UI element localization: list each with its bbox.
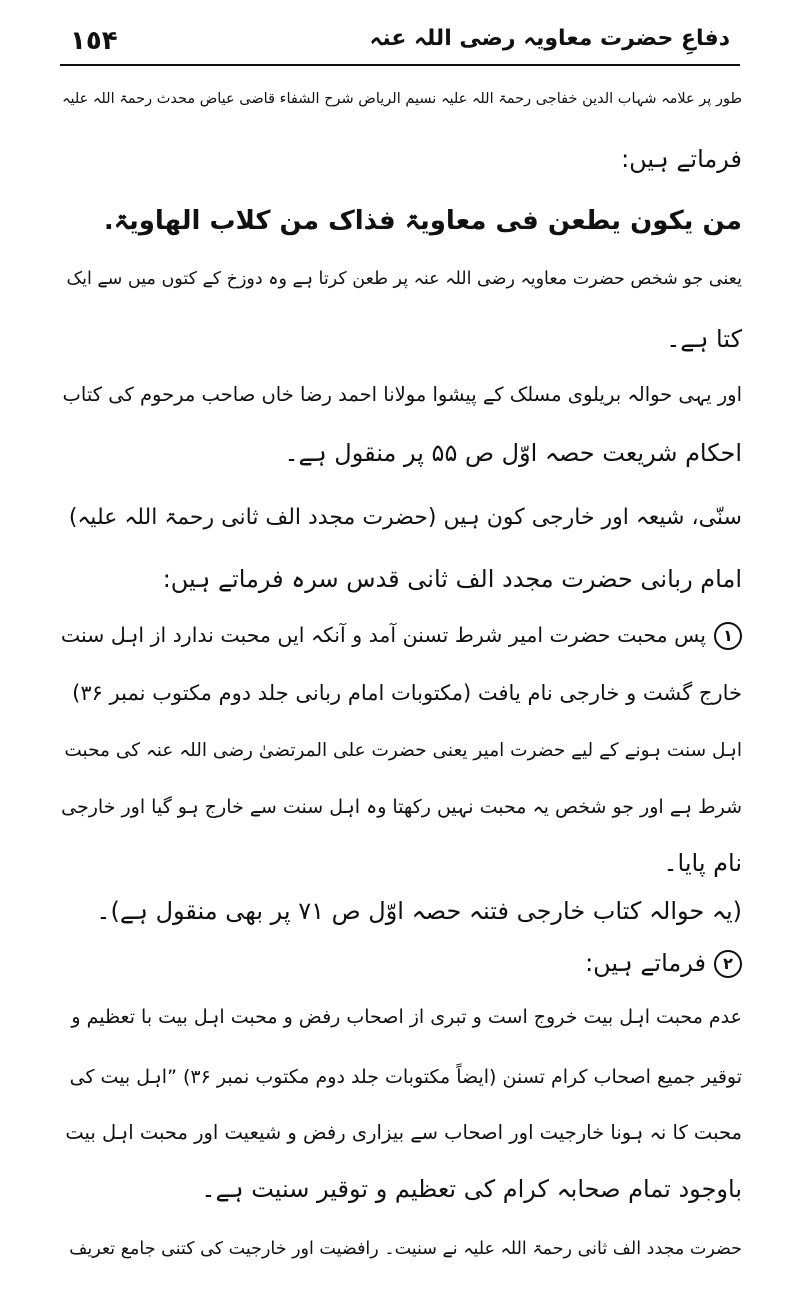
point-1-marker: ۱ [714, 622, 742, 650]
text-line-6: اور یہی حوالہ بریلوی مسلک کے پیشوا مولانا احمد رضا خاں صاحب مرحوم کی کتاب [62, 383, 742, 406]
point-1-line [61, 618, 742, 652]
text-line-14: نام پایا۔ [663, 849, 742, 877]
text-line-5: کتا ہے۔ [666, 325, 742, 353]
point-2-line [585, 946, 742, 980]
text-line-4: یعنی جو شخص حضرت معاویہ رضی اللہ عنہ پر طعن کرتا ہے وہ دوزخ کے کتوں میں سے ایک [66, 269, 742, 289]
text-line-1: طور پر علامہ شہاب الدین خفاجی رحمۃ اللہ علیہ نسیم الریاض شرح الشفاء قاضی عیاض محدث رحمۃ اللہ علیہ [61, 91, 742, 107]
page-number: ١٥۴ [70, 26, 118, 56]
point-1-text: پس محبت حضرت امیر شرط تسنن آمد و آنکہ ایں محبت ندارد از اہل سنت [60, 623, 706, 647]
arabic-quote: من یکون یطعن فی معاویۃ فذاک من کلاب الھاویۃ. [103, 206, 742, 236]
page-header [60, 22, 730, 62]
text-line-11: خارج گشت و خارجی نام یافت (مکتوبات امام ربانی جلد دوم مکتوب نمبر ۳۶) [72, 681, 742, 705]
text-line-2: فرماتے ہیں: [621, 145, 742, 173]
point-2-marker: ۲ [714, 950, 742, 978]
text-line-15: (یہ حوالہ کتاب خارجی فتنہ حصہ اوّل ص ۷۱ پر بھی منقول ہے)۔ [96, 897, 742, 925]
text-line-12: اہل سنت ہونے کے لیے حضرت امیر یعنی حضرت علی المرتضیٰ رضی اللہ عنہ کی محبت [64, 740, 742, 761]
header-rule [60, 64, 740, 66]
text-line-19: محبت کا نہ ہونا خارجیت اور اصحاب سے بیزاری رفض و شیعیت اور محبت اہل بیت [65, 1121, 742, 1144]
text-line-21: حضرت مجدد الف ثانی رحمۃ اللہ علیہ نے سنیت۔ رافضیت اور خارجیت کی کتنی جامع تعریف [69, 1239, 742, 1259]
text-line-20: باوجود تمام صحابہ کرام کی تعظیم و توقیر سنیت ہے۔ [201, 1175, 742, 1203]
point-2-text: فرماتے ہیں: [585, 949, 706, 977]
text-line-13: شرط ہے اور جو شخص یہ محبت نہیں رکھتا وہ اہل سنت سے خارج ہو گیا اور خارجی [61, 796, 742, 818]
section-heading: سنّی، شیعہ اور خارجی کون ہیں (حضرت مجدد الف ثانی رحمۃ اللہ علیہ) [68, 505, 742, 530]
text-line-9: امام ربانی حضرت مجدد الف ثانی قدس سرہ فرماتے ہیں: [162, 565, 742, 593]
text-line-18: توقیر جمیع اصحاب کرام تسنن (ایضاً مکتوبات جلد دوم مکتوب نمبر ۳۶) ”اہل بیت کی [69, 1066, 742, 1088]
text-line-17: عدم محبت اہل بیت خروج است و تبری از اصحاب رفض و محبت اہل بیت با تعظیم و [71, 1006, 742, 1028]
running-title: دفاعِ حضرت معاویہ رضی اللہ عنہ [369, 26, 730, 51]
text-line-7: احکام شریعت حصہ اوّل ص ۵۵ پر منقول ہے۔ [284, 439, 742, 467]
